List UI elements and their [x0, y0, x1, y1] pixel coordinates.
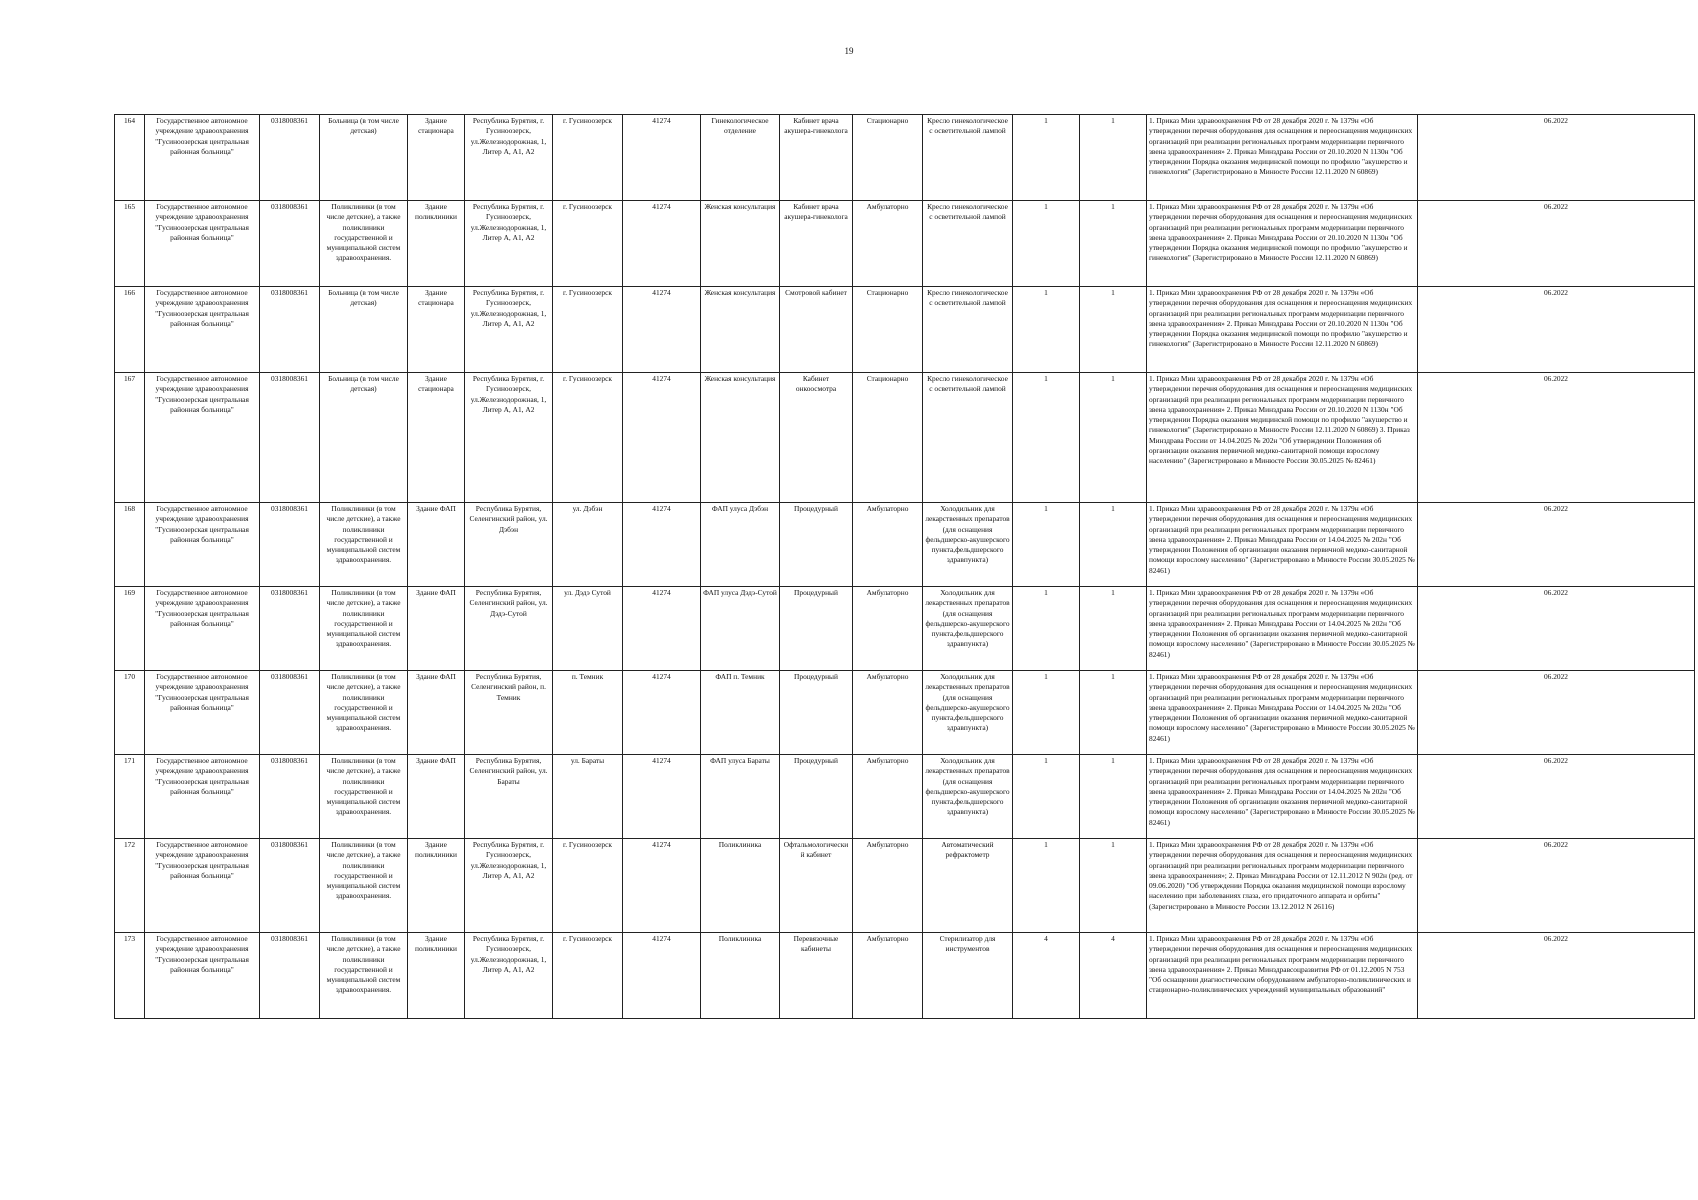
care-form-cell: Амбулаторно	[853, 671, 923, 755]
locality-cell: ул. Дэдэ Сутой	[553, 587, 623, 671]
page-number: 19	[844, 46, 854, 56]
organization-name-cell: Государственное автономное учреждение здравоохранения "Гусиноозерская центральная районная больница"	[145, 503, 260, 587]
building-cell: Здание стационара	[408, 287, 465, 373]
building-cell: Здание поликлиники	[408, 933, 465, 1019]
facility-type-cell: Больница (в том числе детская)	[320, 373, 408, 503]
inn-cell: 0318008361	[260, 201, 320, 287]
locality-cell: п. Темник	[553, 671, 623, 755]
building-cell: Здание поликлиники	[408, 201, 465, 287]
oktmo-code-cell: 41274	[623, 503, 701, 587]
oktmo-code-cell: 41274	[623, 115, 701, 201]
oktmo-code-cell: 41274	[623, 201, 701, 287]
quantity-required-cell: 4	[1013, 933, 1080, 1019]
organization-name-cell: Государственное автономное учреждение здравоохранения "Гусиноозерская центральная районная больница"	[145, 755, 260, 839]
organization-name-cell: Государственное автономное учреждение здравоохранения "Гусиноозерская центральная районная больница"	[145, 287, 260, 373]
table-row	[115, 755, 1695, 839]
inn-cell: 0318008361	[260, 671, 320, 755]
delivery-date-cell: 06.2022	[1418, 115, 1695, 201]
quantity-required-cell: 1	[1013, 503, 1080, 587]
room-cell: Перевязочные кабинеты	[780, 933, 853, 1019]
building-cell: Здание ФАП	[408, 503, 465, 587]
delivery-date-cell: 06.2022	[1418, 755, 1695, 839]
department-cell: Гинекологическое отделение	[701, 115, 780, 201]
delivery-date-cell: 06.2022	[1418, 287, 1695, 373]
room-cell: Кабинет врача акушера-гинеколога	[780, 201, 853, 287]
address-cell: Республика Бурятия, г. Гусиноозерск, ул.Железнодорожная, 1, Литер А, А1, А2	[465, 115, 553, 201]
equipment-name-cell: Холодильник для лекарственных препаратов (для оснащения фельдшерско-акушерского пункта,фельдшерского здравпункта)	[923, 755, 1013, 839]
care-form-cell: Стационарно	[853, 373, 923, 503]
care-form-cell: Амбулаторно	[853, 933, 923, 1019]
table-row	[115, 839, 1695, 933]
row-number-cell: 170	[115, 671, 145, 755]
facility-type-cell: Больница (в том числе детская)	[320, 115, 408, 201]
department-cell: Поликлиника	[701, 933, 780, 1019]
row-number-cell: 167	[115, 373, 145, 503]
address-cell: Республика Бурятия, Селенгинский район, ул. Бараты	[465, 755, 553, 839]
address-cell: Республика Бурятия, г. Гусиноозерск, ул.Железнодорожная, 1, Литер А, А1, А2	[465, 933, 553, 1019]
equipment-name-cell: Холодильник для лекарственных препаратов (для оснащения фельдшерско-акушерского пункта,фельдшерского здравпункта)	[923, 671, 1013, 755]
care-form-cell: Стационарно	[853, 115, 923, 201]
quantity-required-cell: 1	[1013, 671, 1080, 755]
quantity-required-cell: 1	[1013, 287, 1080, 373]
equipment-name-cell: Кресло гинекологическое с осветительной лампой	[923, 201, 1013, 287]
quantity-planned-cell: 1	[1080, 755, 1147, 839]
facility-type-cell: Поликлиники (в том числе детские), а также поликлиники государственной и муниципальной систем здравоохранения.	[320, 755, 408, 839]
legal-basis-cell: 1. Приказ Мин здравоохранения РФ от 28 декабря 2020 г. № 1379н «Об утверждении перечня оборудования для оснащения и переоснащения медицинских организаций при реализации региональных программ модернизации первичного звена здравоохранения» 2. Приказ Минздрава России от 20.10.2020 N 1130н "Об утверждении Порядка оказания медицинской помощи по профилю "акушерство и гинекология" (Зарегистрировано в Минюсте России 12.11.2020 N 60869)	[1147, 115, 1418, 201]
care-form-cell: Стационарно	[853, 287, 923, 373]
quantity-planned-cell: 1	[1080, 287, 1147, 373]
facility-type-cell: Поликлиники (в том числе детские), а также поликлиники государственной и муниципальной систем здравоохранения.	[320, 587, 408, 671]
inn-cell: 0318008361	[260, 587, 320, 671]
oktmo-code-cell: 41274	[623, 755, 701, 839]
facility-type-cell: Поликлиники (в том числе детские), а также поликлиники государственной и муниципальной систем здравоохранения.	[320, 201, 408, 287]
department-cell: ФАП улуса Дэбэн	[701, 503, 780, 587]
room-cell: Процедурный	[780, 755, 853, 839]
room-cell: Процедурный	[780, 671, 853, 755]
locality-cell: г. Гусиноозерск	[553, 201, 623, 287]
legal-basis-cell: 1. Приказ Мин здравоохранения РФ от 28 декабря 2020 г. № 1379н «Об утверждении перечня оборудования для оснащения и переоснащения медицинских организаций при реализации региональных программ модернизации первичного звена здравоохранения»; 2. Приказ Минздрава России от 12.11.2012 N 902н (ред. от 09.06.2020) "Об утверждении Порядка оказания медицинской помощи взрослому населению при заболеваниях глаза, его придаточного аппарата и орбиты" (Зарегистрировано в Минюсте России 13.12.2012 N 26116)	[1147, 839, 1418, 933]
legal-basis-cell: 1. Приказ Мин здравоохранения РФ от 28 декабря 2020 г. № 1379н «Об утверждении перечня оборудования для оснащения и переоснащения медицинских организаций при реализации региональных программ модернизации первичного звена здравоохранения» 2. Приказ Минздравсоцразвития РФ от 01.12.2005 N 753 "Об оснащении диагностическим оборудованием амбулаторно-поликлинических и стационарно-поликлинических учреждений муниципальных образований"	[1147, 933, 1418, 1019]
table-row	[115, 671, 1695, 755]
legal-basis-cell: 1. Приказ Мин здравоохранения РФ от 28 декабря 2020 г. № 1379н «Об утверждении перечня оборудования для оснащения и переоснащения медицинских организаций при реализации региональных программ модернизации первичного звена здравоохранения» 2. Приказ Минздрава России от 14.04.2025 № 202н "Об утверждении Положения об организации оказания первичной медико-санитарной помощи взрослому населению" (Зарегистрировано в Минюсте России 30.05.2025 № 82461)	[1147, 671, 1418, 755]
locality-cell: ул. Дэбэн	[553, 503, 623, 587]
organization-name-cell: Государственное автономное учреждение здравоохранения "Гусиноозерская центральная районная больница"	[145, 115, 260, 201]
address-cell: Республика Бурятия, Селенгинский район, п. Темник	[465, 671, 553, 755]
inn-cell: 0318008361	[260, 933, 320, 1019]
oktmo-code-cell: 41274	[623, 839, 701, 933]
facility-type-cell: Поликлиники (в том числе детские), а также поликлиники государственной и муниципальной систем здравоохранения.	[320, 839, 408, 933]
equipment-table	[114, 114, 1695, 1019]
table-row	[115, 587, 1695, 671]
building-cell: Здание ФАП	[408, 587, 465, 671]
address-cell: Республика Бурятия, г. Гусиноозерск, ул.Железнодорожная, 1, Литер А, А1, А2	[465, 287, 553, 373]
organization-name-cell: Государственное автономное учреждение здравоохранения "Гусиноозерская центральная районная больница"	[145, 201, 260, 287]
table-row	[115, 373, 1695, 503]
address-cell: Республика Бурятия, Селенгинский район, ул. Дэбэн	[465, 503, 553, 587]
delivery-date-cell: 06.2022	[1418, 671, 1695, 755]
address-cell: Республика Бурятия, Селенгинский район, ул. Дэдэ-Сутой	[465, 587, 553, 671]
department-cell: ФАП п. Темник	[701, 671, 780, 755]
facility-type-cell: Больница (в том числе детская)	[320, 287, 408, 373]
facility-type-cell: Поликлиники (в том числе детские), а также поликлиники государственной и муниципальной систем здравоохранения.	[320, 671, 408, 755]
locality-cell: г. Гусиноозерск	[553, 933, 623, 1019]
table-row	[115, 933, 1695, 1019]
quantity-planned-cell: 1	[1080, 839, 1147, 933]
care-form-cell: Амбулаторно	[853, 503, 923, 587]
building-cell: Здание стационара	[408, 373, 465, 503]
inn-cell: 0318008361	[260, 373, 320, 503]
quantity-required-cell: 1	[1013, 755, 1080, 839]
table-row	[115, 115, 1695, 201]
inn-cell: 0318008361	[260, 287, 320, 373]
delivery-date-cell: 06.2022	[1418, 839, 1695, 933]
legal-basis-cell: 1. Приказ Мин здравоохранения РФ от 28 декабря 2020 г. № 1379н «Об утверждении перечня оборудования для оснащения и переоснащения медицинских организаций при реализации региональных программ модернизации первичного звена здравоохранения» 2. Приказ Минздрава России от 20.10.2020 N 1130н "Об утверждении Порядка оказания медицинской помощи по профилю "акушерство и гинекология" (Зарегистрировано в Минюсте России 12.11.2020 N 60869)	[1147, 287, 1418, 373]
inn-cell: 0318008361	[260, 503, 320, 587]
quantity-required-cell: 1	[1013, 587, 1080, 671]
delivery-date-cell: 06.2022	[1418, 201, 1695, 287]
quantity-required-cell: 1	[1013, 115, 1080, 201]
care-form-cell: Амбулаторно	[853, 839, 923, 933]
department-cell: Поликлиника	[701, 839, 780, 933]
legal-basis-cell: 1. Приказ Мин здравоохранения РФ от 28 декабря 2020 г. № 1379н «Об утверждении перечня оборудования для оснащения и переоснащения медицинских организаций при реализации региональных программ модернизации первичного звена здравоохранения» 2. Приказ Минздрава России от 20.10.2020 N 1130н "Об утверждении Порядка оказания медицинской помощи по профилю "акушерство и гинекология" (Зарегистрировано в Минюсте России 12.11.2020 N 60869)	[1147, 201, 1418, 287]
table-row	[115, 201, 1695, 287]
inn-cell: 0318008361	[260, 755, 320, 839]
locality-cell: ул. Бараты	[553, 755, 623, 839]
address-cell: Республика Бурятия, г. Гусиноозерск, ул.Железнодорожная, 1, Литер А, А1, А2	[465, 839, 553, 933]
quantity-planned-cell: 1	[1080, 115, 1147, 201]
room-cell: Офтальмологический кабинет	[780, 839, 853, 933]
room-cell: Смотровой кабинет	[780, 287, 853, 373]
room-cell: Процедурный	[780, 503, 853, 587]
care-form-cell: Амбулаторно	[853, 755, 923, 839]
care-form-cell: Амбулаторно	[853, 201, 923, 287]
equipment-name-cell: Кресло гинекологическое с осветительной лампой	[923, 287, 1013, 373]
locality-cell: г. Гусиноозерск	[553, 839, 623, 933]
care-form-cell: Амбулаторно	[853, 587, 923, 671]
room-cell: Кабинет онкоосмотра	[780, 373, 853, 503]
equipment-name-cell: Стерилизатор для инструментов	[923, 933, 1013, 1019]
locality-cell: г. Гусиноозерск	[553, 115, 623, 201]
quantity-planned-cell: 1	[1080, 503, 1147, 587]
organization-name-cell: Государственное автономное учреждение здравоохранения "Гусиноозерская центральная районная больница"	[145, 933, 260, 1019]
quantity-planned-cell: 4	[1080, 933, 1147, 1019]
locality-cell: г. Гусиноозерск	[553, 373, 623, 503]
room-cell: Кабинет врача акушера-гинеколога	[780, 115, 853, 201]
department-cell: ФАП улуса Дэдэ-Сутой	[701, 587, 780, 671]
delivery-date-cell: 06.2022	[1418, 373, 1695, 503]
oktmo-code-cell: 41274	[623, 287, 701, 373]
room-cell: Процедурный	[780, 587, 853, 671]
row-number-cell: 164	[115, 115, 145, 201]
row-number-cell: 166	[115, 287, 145, 373]
row-number-cell: 171	[115, 755, 145, 839]
inn-cell: 0318008361	[260, 839, 320, 933]
locality-cell: г. Гусиноозерск	[553, 287, 623, 373]
organization-name-cell: Государственное автономное учреждение здравоохранения "Гусиноозерская центральная районная больница"	[145, 839, 260, 933]
legal-basis-cell: 1. Приказ Мин здравоохранения РФ от 28 декабря 2020 г. № 1379н «Об утверждении перечня оборудования для оснащения и переоснащения медицинских организаций при реализации региональных программ модернизации первичного звена здравоохранения» 2. Приказ Минздрава России от 14.04.2025 № 202н "Об утверждении Положения об организации оказания первичной медико-санитарной помощи взрослому населению" (Зарегистрировано в Минюсте России 30.05.2025 № 82461)	[1147, 587, 1418, 671]
row-number-cell: 168	[115, 503, 145, 587]
inn-cell: 0318008361	[260, 115, 320, 201]
department-cell: ФАП улуса Бараты	[701, 755, 780, 839]
oktmo-code-cell: 41274	[623, 587, 701, 671]
table-row	[115, 287, 1695, 373]
facility-type-cell: Поликлиники (в том числе детские), а также поликлиники государственной и муниципальной систем здравоохранения.	[320, 933, 408, 1019]
building-cell: Здание ФАП	[408, 671, 465, 755]
delivery-date-cell: 06.2022	[1418, 933, 1695, 1019]
legal-basis-cell: 1. Приказ Мин здравоохранения РФ от 28 декабря 2020 г. № 1379н «Об утверждении перечня оборудования для оснащения и переоснащения медицинских организаций при реализации региональных программ модернизации первичного звена здравоохранения» 2. Приказ Минздрава России от 14.04.2025 № 202н "Об утверждении Положения об организации оказания первичной медико-санитарной помощи взрослому населению" (Зарегистрировано в Минюсте России 30.05.2025 № 82461)	[1147, 755, 1418, 839]
oktmo-code-cell: 41274	[623, 373, 701, 503]
equipment-name-cell: Автоматический рефрактометр	[923, 839, 1013, 933]
quantity-required-cell: 1	[1013, 839, 1080, 933]
organization-name-cell: Государственное автономное учреждение здравоохранения "Гусиноозерская центральная районная больница"	[145, 373, 260, 503]
equipment-name-cell: Холодильник для лекарственных препаратов (для оснащения фельдшерско-акушерского пункта,фельдшерского здравпункта)	[923, 503, 1013, 587]
building-cell: Здание стационара	[408, 115, 465, 201]
delivery-date-cell: 06.2022	[1418, 503, 1695, 587]
quantity-planned-cell: 1	[1080, 671, 1147, 755]
quantity-planned-cell: 1	[1080, 201, 1147, 287]
row-number-cell: 169	[115, 587, 145, 671]
department-cell: Женская консультация	[701, 373, 780, 503]
table-row	[115, 503, 1695, 587]
quantity-required-cell: 1	[1013, 201, 1080, 287]
address-cell: Республика Бурятия, г. Гусиноозерск, ул.Железнодорожная, 1, Литер А, А1, А2	[465, 373, 553, 503]
row-number-cell: 172	[115, 839, 145, 933]
row-number-cell: 173	[115, 933, 145, 1019]
address-cell: Республика Бурятия, г. Гусиноозерск, ул.Железнодорожная, 1, Литер А, А1, А2	[465, 201, 553, 287]
organization-name-cell: Государственное автономное учреждение здравоохранения "Гусиноозерская центральная районная больница"	[145, 587, 260, 671]
row-number-cell: 165	[115, 201, 145, 287]
oktmo-code-cell: 41274	[623, 671, 701, 755]
building-cell: Здание ФАП	[408, 755, 465, 839]
legal-basis-cell: 1. Приказ Мин здравоохранения РФ от 28 декабря 2020 г. № 1379н «Об утверждении перечня оборудования для оснащения и переоснащения медицинских организаций при реализации региональных программ модернизации первичного звена здравоохранения» 2. Приказ Минздрава России от 14.04.2025 № 202н "Об утверждении Положения об организации оказания первичной медико-санитарной помощи взрослому населению" (Зарегистрировано в Минюсте России 30.05.2025 № 82461)	[1147, 503, 1418, 587]
organization-name-cell: Государственное автономное учреждение здравоохранения "Гусиноозерская центральная районная больница"	[145, 671, 260, 755]
delivery-date-cell: 06.2022	[1418, 587, 1695, 671]
quantity-planned-cell: 1	[1080, 373, 1147, 503]
equipment-name-cell: Холодильник для лекарственных препаратов (для оснащения фельдшерско-акушерского пункта,фельдшерского здравпункта)	[923, 587, 1013, 671]
legal-basis-cell: 1. Приказ Мин здравоохранения РФ от 28 декабря 2020 г. № 1379н «Об утверждении перечня оборудования для оснащения и переоснащения медицинских организаций при реализации региональных программ модернизации первичного звена здравоохранения» 2. Приказ Минздрава России от 20.10.2020 N 1130н "Об утверждении Порядка оказания медицинской помощи по профилю "акушерство и гинекология" (Зарегистрировано в Минюсте России 12.11.2020 N 60869) 3. Приказ Минздрава России от 14.04.2025 № 202н "Об утверждении Положения об организации оказания первичной медико-санитарной помощи взрослому населению" (Зарегистрировано в Минюсте России 30.05.2025 № 82461)	[1147, 373, 1418, 503]
department-cell: Женская консультация	[701, 201, 780, 287]
department-cell: Женская консультация	[701, 287, 780, 373]
quantity-required-cell: 1	[1013, 373, 1080, 503]
equipment-name-cell: Кресло гинекологическое с осветительной лампой	[923, 373, 1013, 503]
quantity-planned-cell: 1	[1080, 587, 1147, 671]
oktmo-code-cell: 41274	[623, 933, 701, 1019]
building-cell: Здание поликлиники	[408, 839, 465, 933]
table-body	[115, 115, 1695, 1019]
equipment-name-cell: Кресло гинекологическое с осветительной лампой	[923, 115, 1013, 201]
facility-type-cell: Поликлиники (в том числе детские), а также поликлиники государственной и муниципальной систем здравоохранения.	[320, 503, 408, 587]
